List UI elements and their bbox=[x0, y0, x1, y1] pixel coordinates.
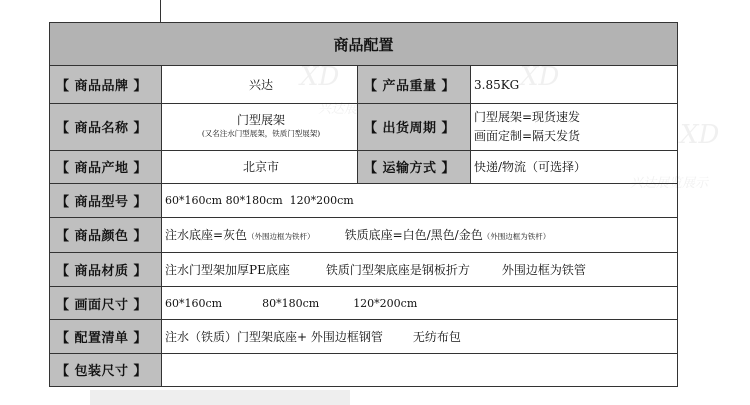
color-label: 【 商品颜色 】 bbox=[50, 218, 162, 252]
size-3: 120*200cm bbox=[353, 296, 418, 310]
material-label: 【 商品材质 】 bbox=[50, 252, 162, 286]
table-title: 商品配置 bbox=[50, 23, 678, 66]
config-part-2: 无纺布包 bbox=[412, 329, 461, 344]
delivery-line-2: 画面定制=隔天发货 bbox=[474, 128, 581, 143]
color-cell bbox=[162, 218, 678, 252]
shipping-value: 快递/物流（可选择） bbox=[471, 150, 678, 183]
color-part-2: 铁质底座=白色/黑色/金色 bbox=[344, 228, 483, 243]
top-divider-line bbox=[160, 0, 161, 22]
material-cell bbox=[162, 252, 678, 286]
material-part-1: 注水门型架加厚PE底座 bbox=[165, 262, 290, 277]
model-value: 60*160cm 80*180cm 120*200cm bbox=[162, 183, 678, 217]
watermark: XD bbox=[300, 62, 340, 92]
name-label: 【 商品名称 】 bbox=[50, 103, 162, 150]
origin-label: 【 商品产地 】 bbox=[50, 150, 162, 183]
delivery-cell bbox=[471, 103, 678, 150]
config-part-1: 注水（铁质）门型架底座+ 外围边框钢管 bbox=[165, 329, 383, 344]
color-part-1: 注水底座=灰色 bbox=[165, 228, 248, 243]
model-label: 【 商品型号 】 bbox=[50, 183, 162, 217]
weight-label: 【 产品重量 】 bbox=[358, 66, 471, 104]
weight-value: 3.85KG bbox=[471, 66, 678, 104]
watermark: 兴达展览展示 bbox=[630, 176, 709, 191]
brand-label: 【 商品品牌 】 bbox=[50, 66, 162, 104]
color-note-1: （外围边框为铁杆） bbox=[247, 232, 315, 242]
size-label: 【 画面尺寸 】 bbox=[50, 287, 162, 320]
size-cell bbox=[162, 287, 678, 320]
name-value: 门型展架 bbox=[236, 113, 285, 128]
brand-value: 兴达 bbox=[162, 66, 358, 104]
size-1: 60*160cm bbox=[165, 296, 223, 310]
bottom-strip bbox=[90, 390, 350, 405]
spec-table bbox=[49, 22, 678, 387]
delivery-label: 【 出货周期 】 bbox=[358, 103, 471, 150]
name-note: (又名注水门型展架，铁质门型展架) bbox=[201, 129, 321, 139]
config-label: 【 配置清单 】 bbox=[50, 320, 162, 353]
material-part-2: 铁质门型架底座是钢板折方 bbox=[325, 262, 470, 277]
size-2: 80*180cm bbox=[262, 296, 320, 310]
package-label: 【 包装尺寸 】 bbox=[50, 353, 162, 386]
shipping-label: 【 运输方式 】 bbox=[358, 150, 471, 183]
origin-value: 北京市 bbox=[162, 150, 358, 183]
delivery-line-1: 门型展架=现货速发 bbox=[474, 109, 581, 124]
config-cell bbox=[162, 320, 678, 353]
material-part-3: 外围边框为铁管 bbox=[501, 262, 586, 277]
watermark: XD bbox=[520, 62, 560, 92]
package-value bbox=[162, 353, 678, 386]
color-note-2: （外围边框为铁杆） bbox=[482, 232, 551, 242]
name-cell bbox=[162, 103, 358, 150]
watermark: XD bbox=[680, 120, 720, 150]
